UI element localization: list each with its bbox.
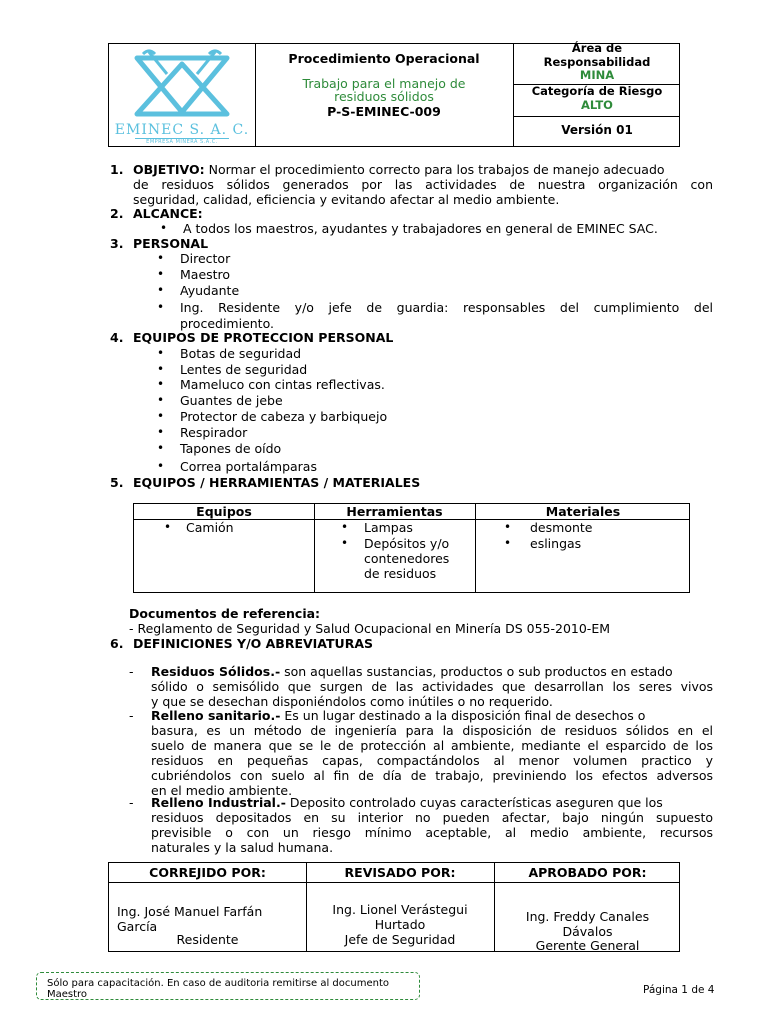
definition-text: sólido o semisólido que surgen de las actividades que desarrollan los seres vivos: [151, 679, 713, 694]
company-subtitle: EMPRESA MINERA S.A.C.: [135, 138, 229, 146]
definition-text: suelo de manera que se le de protección al ambiente, mediante el esparcido de los: [151, 738, 713, 753]
bullet-icon: •: [157, 377, 165, 391]
bullet-icon: •: [504, 536, 512, 550]
bullet-icon: •: [157, 459, 165, 473]
signer-name: Ing. Lionel Verástegui: [332, 902, 468, 917]
list-item: Respirador: [180, 425, 248, 440]
section-title: EQUIPOS / HERRAMIENTAS / MATERIALES: [133, 475, 421, 490]
bullet-icon: •: [341, 536, 349, 550]
training-note: [36, 972, 420, 1000]
bullet-icon: •: [157, 362, 165, 376]
table-header: Materiales: [545, 504, 621, 519]
bullet-icon: •: [157, 267, 165, 281]
section-title: OBJETIVO:: [133, 162, 205, 177]
doc-title-line: Trabajo para el manejo de: [302, 76, 466, 91]
list-item: Lentes de seguridad: [180, 362, 308, 377]
dash-marker: -: [129, 708, 134, 723]
signer-name: Hurtado: [374, 917, 426, 932]
table-cell: eslingas: [530, 536, 582, 551]
training-note-text: Sólo para capacitación. En caso de auditoria remitirse al documento: [47, 978, 389, 989]
table-cell: contenedores: [364, 551, 450, 566]
definition-text: son aquellas sustancias, productos o sub productos en estado: [280, 664, 673, 679]
company-name: EMINEC S. A. C.: [114, 122, 250, 138]
area-cell: [513, 42, 681, 83]
document-header: [108, 43, 680, 147]
area-label: Área de: [571, 41, 623, 55]
dash-marker: -: [129, 664, 134, 679]
signer-block: [494, 910, 681, 954]
section-number: 4.: [110, 330, 124, 345]
table-cell: desmonte: [530, 520, 593, 535]
bullet-icon: •: [341, 520, 349, 534]
section-number: 6.: [110, 636, 124, 651]
area-value: MINA: [579, 68, 615, 82]
section-number: 1.: [110, 162, 124, 177]
training-note-text: Maestro: [47, 989, 88, 1000]
section-number: 2.: [110, 206, 124, 221]
signer-role: Jefe de Seguridad: [344, 932, 456, 947]
list-item: Botas de seguridad: [180, 346, 302, 361]
list-item: Maestro: [180, 267, 231, 282]
references-title: Documentos de referencia:: [129, 606, 321, 621]
list-item: Ayudante: [180, 283, 240, 298]
bullet-icon: •: [157, 441, 165, 455]
signer-role: Residente: [176, 932, 239, 947]
list-item: Protector de cabeza y barbiquejo: [180, 409, 388, 424]
equipment-table: [133, 503, 690, 593]
definition-text: en el medio ambiente.: [151, 783, 293, 798]
risk-cell: [513, 85, 681, 112]
bullet-icon: •: [164, 520, 172, 534]
bullet-icon: •: [504, 520, 512, 534]
definition-term: Relleno Industrial.-: [151, 795, 286, 810]
risk-label: Categoría de Riesgo: [531, 84, 663, 98]
definition-text: residuos depositados en su interior no pueden afectar, bajo ningún supuesto: [151, 810, 713, 825]
definition-text: Es un lugar destinado a la disposición final de desechos o: [280, 708, 646, 723]
list-item: Mameluco con cintas reflectivas.: [180, 377, 385, 392]
company-logo: [109, 44, 255, 148]
references-text: - Reglamento de Seguridad y Salud Ocupacional en Minería DS 055-2010-EM: [129, 621, 610, 636]
section-title: DEFINICIONES Y/O ABREVIATURAS: [133, 636, 373, 651]
section-number: 5.: [110, 475, 124, 490]
section-title: ALCANCE:: [133, 206, 203, 221]
list-item: Tapones de oído: [180, 441, 282, 456]
definition-text: cubriéndolos con suelo al fin de día de trabajo, previniendo los efectos adversos: [151, 768, 713, 783]
definition-item: [151, 708, 645, 723]
doc-type: Procedimiento Operacional: [288, 51, 480, 66]
table-header: REVISADO POR:: [344, 865, 456, 880]
list-item: A todos los maestros, ayudantes y trabajadores en general de EMINEC SAC.: [183, 221, 658, 236]
page-number: Página 1 de 4: [643, 984, 715, 996]
list-item: Ing. Residente y/o jefe de guardia: responsables del cumplimiento del: [180, 300, 713, 315]
definition-term: Residuos Sólidos.-: [151, 664, 281, 679]
signature-table: [108, 862, 680, 952]
signer-name: Dávalos: [562, 923, 613, 939]
list-item: Correa portalámparas: [180, 459, 317, 474]
table-cell: Depósitos y/o: [364, 536, 450, 551]
table-header: CORREJIDO POR:: [149, 865, 266, 880]
definition-text: naturales y la salud humana.: [151, 840, 334, 855]
list-item: Guantes de jebe: [180, 393, 283, 408]
signer-block: [306, 902, 494, 947]
signer-name: García: [117, 919, 158, 934]
doc-title-line: residuos sólidos: [334, 89, 434, 104]
list-item: procedimiento.: [180, 316, 274, 331]
definition-text: y que se desechan disponiéndolos como inútiles o no requerido.: [151, 694, 553, 709]
bullet-icon: •: [157, 425, 165, 439]
definition-item: [151, 795, 663, 810]
section-text: seguridad, calidad, eficiencia y evitando afectar al medio ambiente.: [133, 192, 560, 207]
doc-title: [255, 77, 513, 103]
definition-text: previsible o con un riesgo mínimo aceptable, al medio ambiente, recursos: [151, 825, 713, 840]
section-objetivo: [133, 162, 665, 177]
bullet-icon: •: [157, 300, 165, 314]
table-cell: Camión: [186, 520, 234, 535]
table-header: APROBADO POR:: [528, 865, 647, 880]
table-header: Equipos: [196, 504, 252, 519]
definition-item: [151, 664, 673, 679]
section-text: Normar el procedimiento correcto para los trabajos de manejo adecuado: [208, 162, 665, 177]
table-cell: de residuos: [364, 566, 437, 581]
bullet-icon: •: [157, 393, 165, 407]
section-title: EQUIPOS DE PROTECCION PERSONAL: [133, 330, 394, 345]
dash-marker: -: [129, 795, 134, 810]
section-title: PERSONAL: [133, 236, 209, 251]
definition-text: Deposito controlado cuyas características aseguren que los: [285, 795, 663, 810]
version-label: Versión 01: [561, 123, 633, 137]
bullet-icon: •: [157, 346, 165, 360]
risk-value: ALTO: [581, 97, 613, 112]
signer-name: Ing. Freddy Canales: [525, 909, 650, 924]
table-header: Herramientas: [346, 504, 443, 519]
bullet-icon: •: [160, 221, 168, 235]
section-text: de residuos sólidos generados por las actividades de nuestra organización con: [133, 177, 713, 192]
definition-text: basura, es un método de ingeniería para la disposición de residuos sólidos en el: [151, 723, 713, 738]
table-cell: Lampas: [364, 520, 413, 535]
bullet-icon: •: [157, 409, 165, 423]
area-label: Responsabilidad: [543, 54, 651, 69]
signer-role: Gerente General: [535, 938, 640, 953]
doc-code: P-S-EMINEC-009: [327, 104, 441, 119]
list-item: Director: [180, 251, 231, 266]
section-number: 3.: [110, 236, 124, 251]
bullet-icon: •: [157, 283, 165, 297]
signer-name: Ing. José Manuel Farfán: [117, 904, 263, 919]
bullet-icon: •: [157, 251, 165, 265]
definition-term: Relleno sanitario.-: [151, 708, 281, 723]
definition-text: residuos en pequeñas capas, compactándolos al menor volumen practico y: [151, 753, 713, 768]
